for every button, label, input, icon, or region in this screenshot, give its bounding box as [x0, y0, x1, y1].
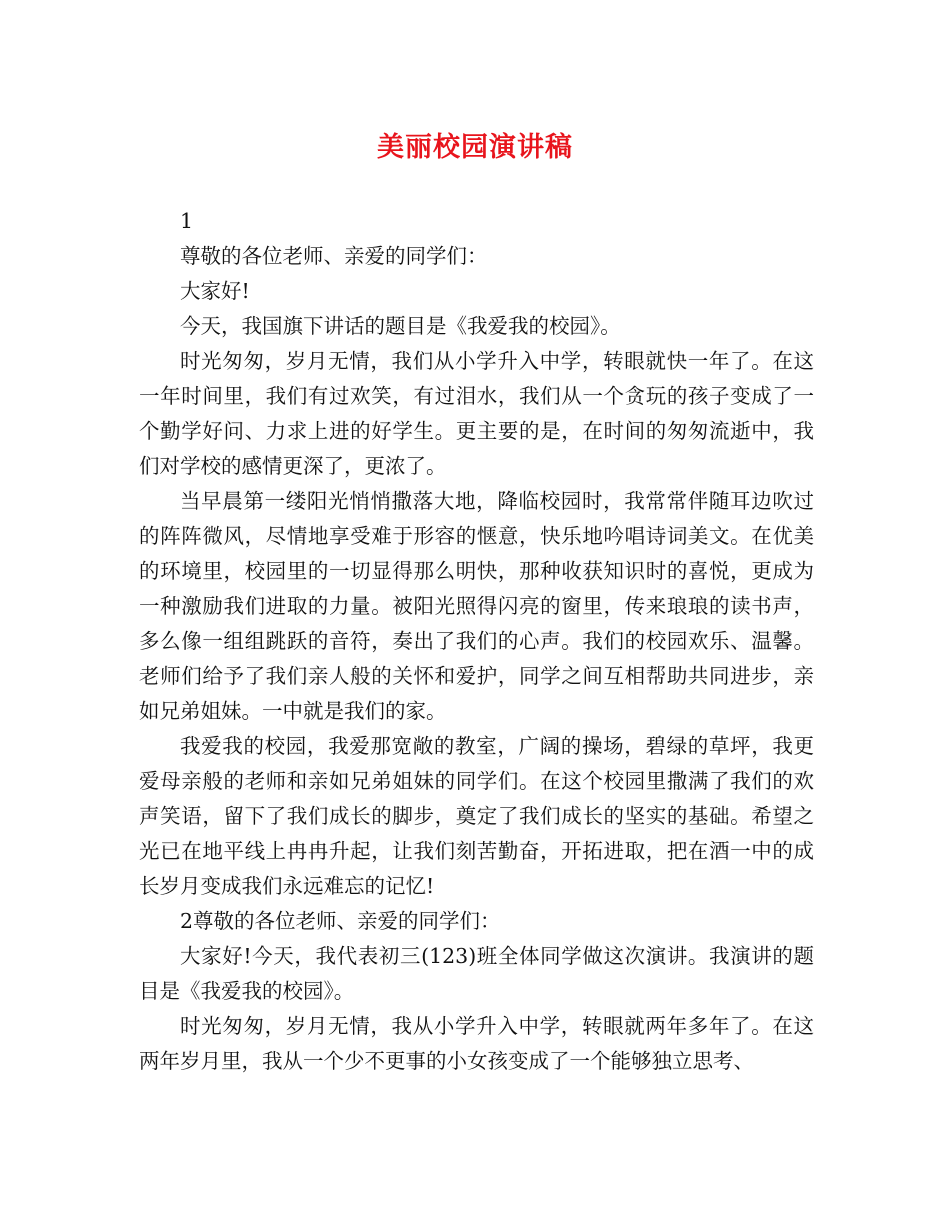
paragraph-salutation-2: 2尊敬的各位老师、亲爱的同学们：	[180, 909, 501, 933]
paragraph-body: 当早晨第一缕阳光悄悄撒落大地，降临校园时，我常常伴随耳边吹过的阵阵微风，尽情地享受难于形容的惬意，快乐地吟唱诗词美文。在优美的环境里，校园里的一切显得那么明快，那种收获知识时的喜悦，更成为一种激励我们进取的力量。被阳光照得闪亮的窗里，传来琅琅的读书声，多么像一组组跳跃的音符，奏出了我们的心声。我们的校园欢乐、温馨。老师们给予了我们亲人般的关怀和爱护，同学之间互相帮助共同进步，亲如兄弟姐妹。一中就是我们的家。	[139, 489, 814, 723]
paragraph-salutation: 尊敬的各位老师、亲爱的同学们：	[180, 244, 488, 268]
paragraph-body: 我爱我的校园，我爱那宽敞的教室，广阔的操场，碧绿的草坪，我更爱母亲般的老师和亲如兄弟姐妹的同学们。在这个校园里撒满了我们的欢声笑语，留下了我们成长的脚步，奠定了我们成长的坚实的基础。希望之光已在地平线上冉冉升起，让我们刻苦勤奋，开拓进取，把在酒一中的成长岁月变成我们永远难忘的记忆!	[139, 734, 814, 898]
paragraph-body: 时光匆匆，岁月无情，我们从小学升入中学，转眼就快一年了。在这一年时间里，我们有过欢笑，有过泪水，我们从一个贪玩的孩子变成了一个勤学好问、力求上进的好学生。更主要的是，在时间的匆匆流逝中，我们对学校的感情更深了，更浓了。	[139, 349, 814, 478]
document-title: 美丽校园演讲稿	[377, 132, 573, 163]
paragraph-greeting-2: 大家好!今天，我代表初三(123)班全体同学做这次演讲。我演讲的题目是《我爱我的校园》。	[139, 944, 814, 1003]
document-body	[139, 204, 814, 1079]
paragraph-greeting: 大家好!	[180, 279, 250, 303]
paragraph-body: 时光匆匆，岁月无情，我从小学升入中学，转眼就两年多年了。在这两年岁月里，我从一个少不更事的小女孩变成了一个能够独立思考、	[139, 1014, 814, 1073]
paragraph-topic: 今天，我国旗下讲话的题目是《我爱我的校园》。	[180, 314, 621, 338]
paragraph-section-number: 1	[180, 209, 194, 233]
